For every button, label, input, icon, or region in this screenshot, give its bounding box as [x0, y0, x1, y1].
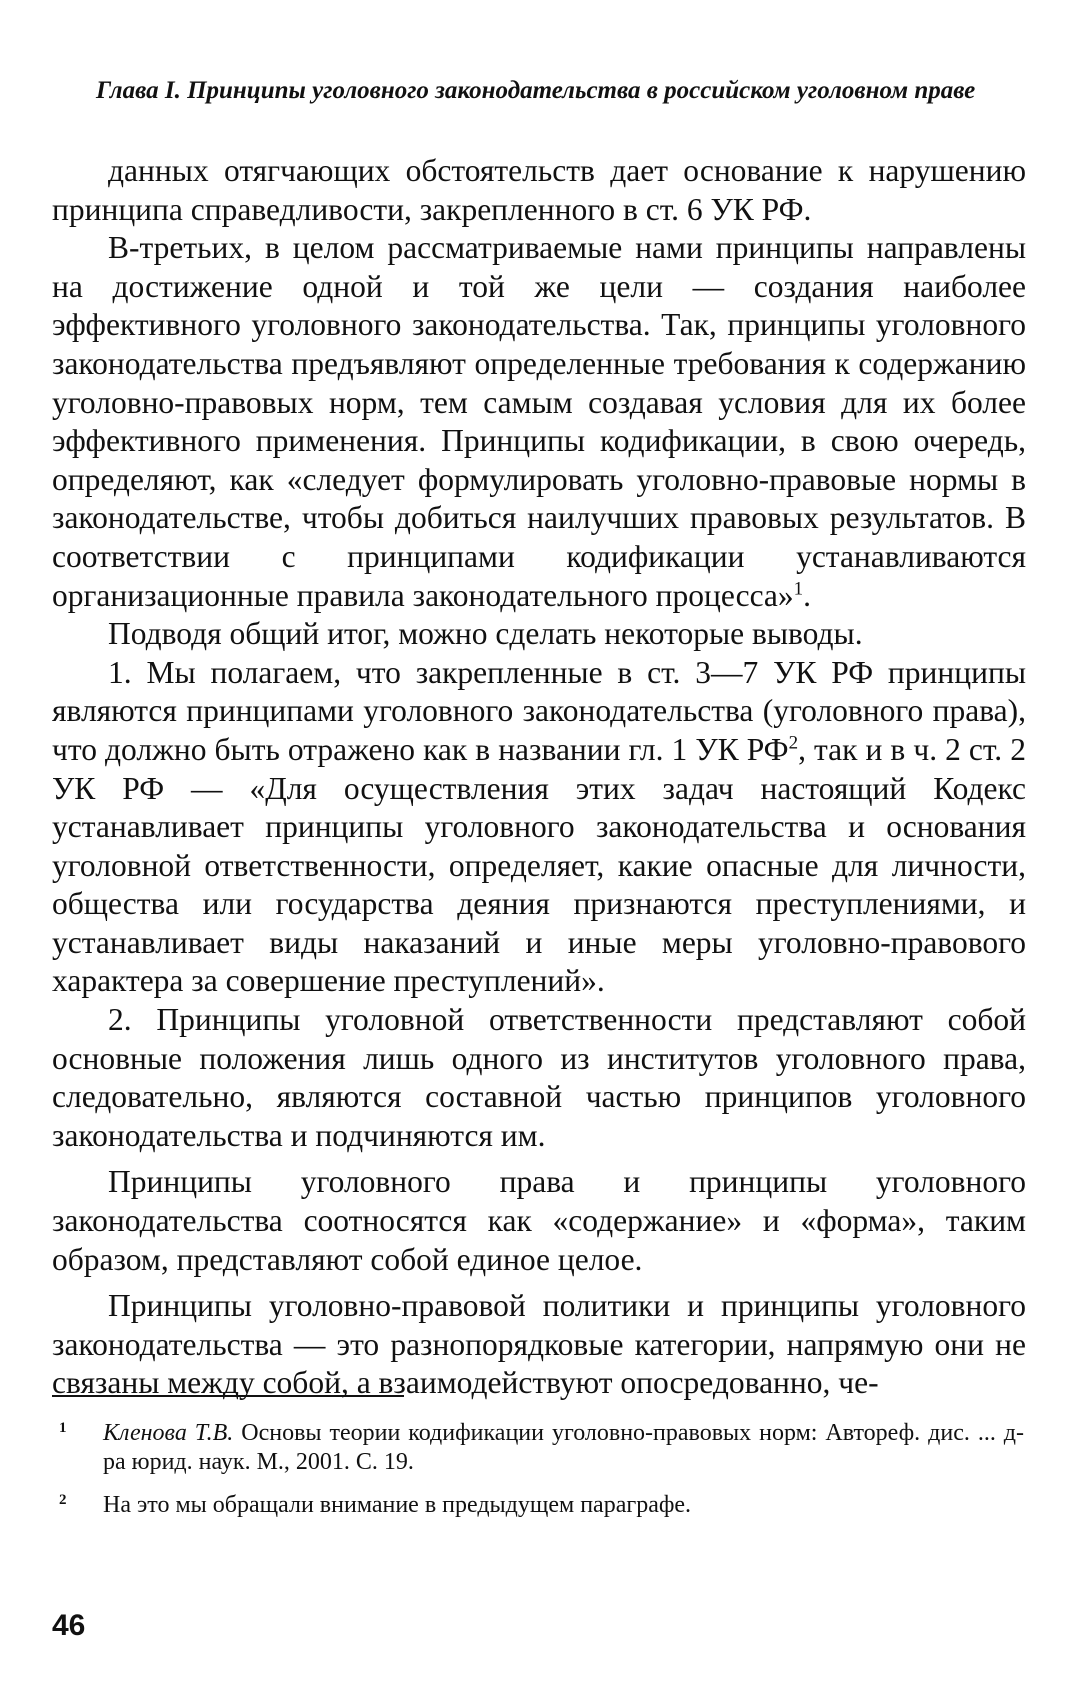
page-number: 46	[52, 1609, 86, 1642]
footnote-ref: 2	[788, 732, 799, 754]
paragraph-text: 1. Мы полагаем, что закрепленные в ст. 3—7 УК РФ принципы являются принципами уголовного законодательства (уголовного права), что должно быть отражено как в названии гл. 1 УК РФ	[52, 654, 1026, 767]
footnote-mark: 1	[59, 1420, 67, 1436]
footnote	[52, 1419, 1024, 1477]
paragraph: Принципы уголовного права и принципы уголовного законодательства соотносятся как «содержание» и «форма», таким образом, представляют собой единое целое.	[52, 1164, 1026, 1277]
footnote-author: Кленова Т.В.	[103, 1420, 234, 1446]
footnote-mark: 2	[59, 1492, 67, 1508]
paragraph	[52, 654, 1026, 1001]
footnote-divider	[52, 1395, 404, 1397]
footnote	[52, 1491, 1024, 1520]
footnotes	[52, 1419, 1024, 1534]
main-text	[52, 152, 1026, 1403]
paragraph: 2. Принципы уголовной ответственности представляют собой основные положения лишь одного из институтов уголовного права, следовательно, являются составной частью принципов уголовного законодательства и подчиняются им.	[52, 1002, 1026, 1153]
paragraph-end: .	[803, 577, 812, 613]
footnote-text: На это мы обращали внимание в предыдущем параграфе.	[103, 1492, 692, 1518]
paragraph-text: , так и в ч. 2 ст. 2 УК РФ — «Для осуществления этих задач настоящий Кодекс устанавливает принципы уголовного законодательства и основания уголовной ответственности, определяет, какие опасные для личности, общества или государства деяния признаются преступлениями, и устанавливает виды наказаний и иные меры уголовно-правового характера за совершение преступлений».	[52, 731, 1026, 999]
paragraph: Подводя общий итог, можно сделать некоторые выводы.	[108, 616, 863, 652]
paragraph: Принципы уголовно-правовой политики и принципы уголовного законодательства — это разнопорядковые категории, напрямую они не связаны между собой, а взаимодействуют опосредованно, че-	[52, 1288, 1026, 1401]
footnote-ref: 1	[793, 578, 804, 600]
paragraph-text: В-третьих, в целом рассматриваемые нами принципы направлены на достижение одной и той же цели — создания наиболее эффективного уголовного законодательства. Так, принципы уголовного законодательства предъявляют определенные требования к содержанию уголовно-правовых норм, тем самым создавая условия для их более эффективного применения. Принципы кодификации, в свою очередь, определяют, как «следует формулировать уголовно-правовые нормы в законодательстве, чтобы добиться наилучших правовых результатов. В соответствии с принципами кодификации устанавливаются организационные правила законодательного процесса»	[52, 230, 1026, 613]
paragraph	[52, 229, 1026, 615]
paragraph: данных отягчающих обстоятельств дает основание к нарушению принципа справедливости, закрепленного в ст. 6 УК РФ.	[52, 153, 1026, 227]
footnote-text: Основы теории кодификации уголовно-правовых норм: Автореф. дис. ... д-ра юрид. наук. М., 2001. С. 19.	[103, 1420, 1024, 1475]
running-header: Глава I. Принципы уголовного законодательства в российском уголовном праве	[96, 77, 976, 104]
